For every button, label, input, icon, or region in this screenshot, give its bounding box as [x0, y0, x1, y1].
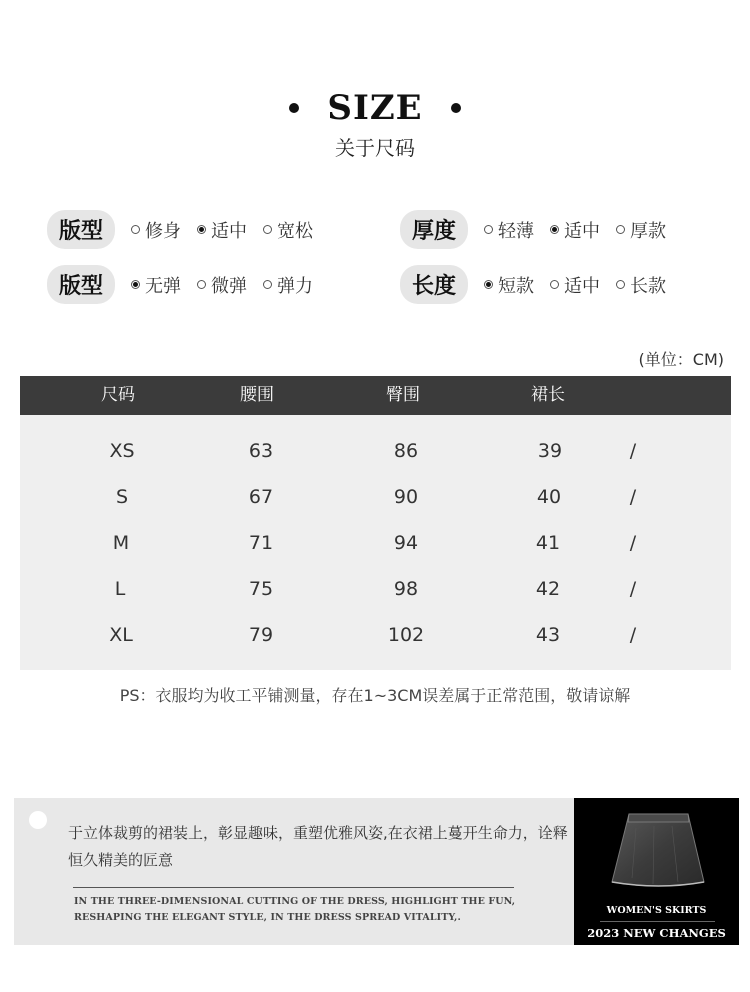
radio-empty-icon [550, 280, 559, 289]
table-cell: S [115, 486, 129, 508]
option-selected: 无弹 [131, 272, 181, 298]
column-header-size: 尺码 [101, 385, 135, 405]
table-cell: / [629, 578, 637, 600]
table-cell: 67 [248, 486, 274, 508]
column-header-extra [610, 376, 650, 415]
table-cell: / [629, 624, 637, 646]
table-cell: 39 [537, 440, 563, 462]
table-cell: 102 [387, 624, 425, 646]
attribute-label: 厚度 [400, 210, 468, 249]
table-cell: / [629, 440, 637, 462]
table-cell: 63 [248, 440, 274, 462]
skirt-image-icon [574, 798, 739, 898]
table-cell: 42 [535, 578, 561, 600]
option: 弹力 [263, 272, 313, 298]
radio-empty-icon [616, 225, 625, 234]
option-selected: 适中 [550, 217, 600, 243]
attribute-label: 长度 [400, 265, 468, 304]
table-cell: XL [109, 624, 133, 646]
size-table-body [20, 415, 731, 670]
radio-empty-icon [131, 225, 140, 234]
radio-empty-icon [263, 280, 272, 289]
radio-empty-icon [197, 280, 206, 289]
unit-label: (单位：CM) [638, 350, 724, 369]
table-cell: 94 [393, 532, 419, 554]
option: 长款 [616, 272, 666, 298]
description-banner [14, 798, 574, 945]
promo-panel [574, 798, 739, 945]
table-cell: 86 [393, 440, 419, 462]
attribute-length [400, 265, 666, 304]
bullet-dot-icon [289, 103, 299, 113]
radio-empty-icon [484, 225, 493, 234]
radio-filled-icon [131, 280, 140, 289]
option: 微弹 [197, 272, 247, 298]
radio-filled-icon [550, 225, 559, 234]
column-header-waist: 腰围 [240, 385, 274, 405]
size-table-header [20, 376, 731, 415]
banner-english-text: IN THE THREE-DIMENSIONAL CUTTING OF THE DRESS, HIGHLIGHT THE FUN, RESHAPING THE ELEGANT STYLE, IN THE DRESS SPREAD VITALITY,. [74, 896, 516, 923]
option-selected: 适中 [197, 217, 247, 243]
column-header-hip: 臀围 [386, 385, 420, 405]
table-cell: 40 [536, 486, 562, 508]
option: 厚款 [616, 217, 666, 243]
table-cell: 43 [535, 624, 561, 646]
column-header-length: 裙长 [531, 385, 565, 405]
table-cell: XS [109, 440, 135, 462]
divider [73, 887, 514, 888]
page-title: SIZE [327, 88, 423, 128]
measurement-note: PS：衣服均为收工平铺测量，存在1~3CM误差属于正常范围，敬请谅解 [119, 686, 631, 705]
divider [600, 921, 715, 922]
table-cell: 75 [248, 578, 274, 600]
attribute-elasticity [47, 265, 313, 304]
table-cell: 41 [535, 532, 561, 554]
size-title-block [0, 88, 750, 128]
radio-filled-icon [484, 280, 493, 289]
table-cell: / [629, 532, 637, 554]
radio-filled-icon [197, 225, 206, 234]
attribute-fit [47, 210, 313, 249]
circle-icon [29, 811, 47, 829]
option-selected: 短款 [484, 272, 534, 298]
promo-line-1: WOMEN'S SKIRTS [606, 905, 707, 916]
option: 宽松 [263, 217, 313, 243]
table-cell: / [629, 486, 637, 508]
table-cell: 71 [248, 532, 274, 554]
table-cell: 90 [393, 486, 419, 508]
bullet-dot-icon [451, 103, 461, 113]
attribute-thickness [400, 210, 666, 249]
option: 适中 [550, 272, 600, 298]
promo-line-2: 2023 NEW CHANGES [587, 926, 726, 940]
page-subtitle: 关于尺码 [335, 136, 415, 160]
radio-empty-icon [616, 280, 625, 289]
attribute-label: 版型 [47, 210, 115, 249]
table-cell: L [114, 578, 126, 600]
table-cell: 98 [393, 578, 419, 600]
radio-empty-icon [263, 225, 272, 234]
banner-chinese-text: 于立体裁剪的裙装上，彰显趣味，重塑优雅风姿,在衣裙上蔓开生命力，诠释恒久精美的匠意 [68, 824, 568, 869]
table-cell: 79 [248, 624, 274, 646]
table-cell: M [112, 532, 130, 554]
attribute-label: 版型 [47, 265, 115, 304]
option: 修身 [131, 217, 181, 243]
option: 轻薄 [484, 217, 534, 243]
